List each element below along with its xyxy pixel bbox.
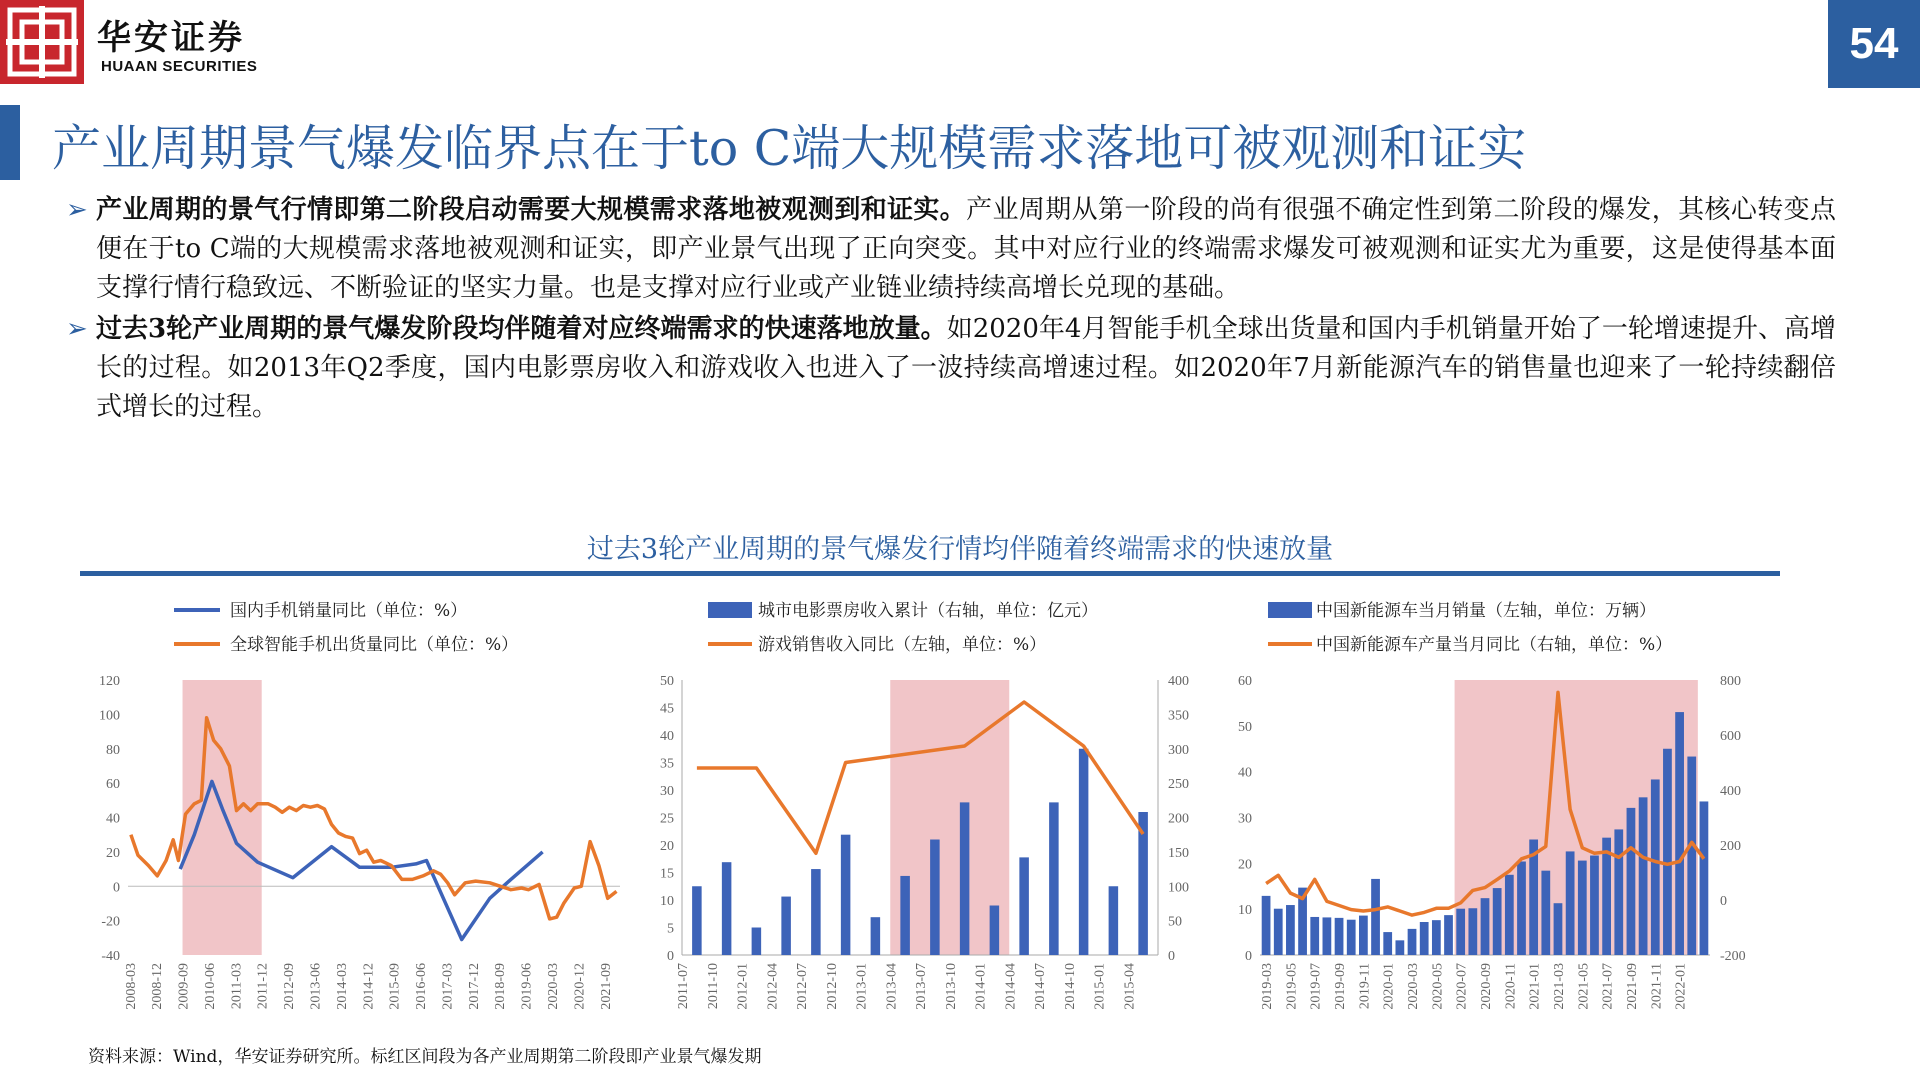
y-right-tick-label: 250: [1168, 777, 1189, 793]
y-left-tick-label: 50: [1238, 719, 1252, 735]
highlight-band: [183, 680, 262, 955]
y-right-tick-label: 200: [1720, 839, 1741, 854]
x-tick-label: 2013-01: [854, 963, 870, 1010]
y-right-tick-label: 600: [1720, 729, 1741, 744]
bullet-body: 产业周期从第一阶段的尚有很强不确定性到第二阶段的爆发，其核心转变点便在于to C端的大规模需求落地被观测和证实，即产业景气出现了正向突变。其中对应行业的终端需求爆发可被观测和证实尤为重要，这是使得基本面支撑行情行稳致远、不断验证的坚实力量。也是支撑对应行业或产业链业绩持续高增长兑现的基础。: [96, 195, 1836, 303]
legend-box-office: 城市电影票房收入累计（右轴，单位：亿元）: [758, 601, 1098, 621]
x-tick-label: 2016-06: [414, 963, 430, 1010]
x-tick-label: 2022-01: [1673, 963, 1689, 1010]
bar: [1590, 856, 1599, 955]
y-left-tick-label: 30: [1238, 811, 1252, 827]
x-tick-label: 2011-07: [676, 963, 691, 1010]
legend-swatch-nev-sales: [1268, 602, 1312, 618]
source-note: 资料来源：Wind，华安证券研究所。标红区间段为各产业周期第二阶段即产业景气爆发期: [88, 1047, 762, 1067]
y-right-tick-label: 150: [1168, 845, 1189, 861]
x-tick-label: 2020-07: [1454, 963, 1470, 1010]
bar: [1395, 940, 1404, 955]
y-right-tick-label: 400: [1720, 784, 1741, 799]
y-right-tick-label: -200: [1720, 949, 1746, 964]
bar: [1493, 888, 1502, 955]
bar: [1444, 915, 1453, 955]
y-left-tick-label: 0: [1245, 949, 1252, 964]
brand-name-cn: 华安证券: [97, 18, 245, 58]
bar: [1481, 898, 1490, 955]
x-tick-label: 2019-05: [1284, 963, 1300, 1010]
bar: [1383, 932, 1392, 955]
x-tick-label: 2014-10: [1062, 963, 1078, 1010]
chart-phone-sales: [80, 590, 640, 1030]
y-tick-label: 80: [106, 742, 120, 758]
x-tick-label: 2009-09: [176, 963, 192, 1010]
x-tick-label: 2013-06: [308, 963, 324, 1010]
bar: [1468, 908, 1477, 955]
x-tick-label: 2017-03: [440, 963, 456, 1010]
bar: [692, 886, 702, 955]
bar: [1456, 909, 1465, 955]
bar: [1627, 808, 1636, 955]
x-tick-label: 2020-01: [1381, 963, 1397, 1010]
x-tick-label: 2008-03: [123, 963, 139, 1010]
bar: [1408, 929, 1417, 955]
page-title: 产业周期景气爆发临界点在于to C端大规模需求落地可被观测和证实: [52, 120, 1527, 177]
x-tick-label: 2021-09: [598, 963, 614, 1010]
y-left-tick-label: 5: [667, 921, 674, 937]
legend-nev-sales: 中国新能源车当月销量（左轴，单位：万辆）: [1316, 601, 1656, 621]
y-left-tick-label: 30: [660, 784, 674, 799]
bar: [841, 835, 851, 955]
page-number: 54: [1828, 0, 1920, 88]
x-tick-label: 2019-03: [1260, 963, 1276, 1010]
x-tick-label: 2014-07: [1033, 963, 1048, 1010]
bar: [1602, 838, 1611, 955]
bullet-item: [66, 191, 1836, 308]
bar: [1700, 801, 1709, 955]
x-tick-label: 2015-04: [1122, 963, 1138, 1010]
bullet-lead: 产业周期的景气行情即第二阶段启动需要大规模需求落地被观测到和证实。: [96, 195, 967, 225]
x-tick-label: 2021-03: [1551, 963, 1567, 1010]
x-tick-label: 2018-09: [493, 963, 509, 1010]
bar: [1347, 920, 1356, 955]
section-title: 过去3轮产业周期的景气爆发行情均伴随着终端需求的快速放量: [586, 534, 1334, 565]
bar: [960, 802, 970, 955]
bar: [752, 928, 762, 956]
x-tick-label: 2015-09: [387, 963, 403, 1010]
y-right-tick-label: 300: [1168, 742, 1189, 758]
x-tick-label: 2012-01: [735, 963, 751, 1010]
y-tick-label: 120: [99, 674, 120, 689]
x-tick-label: 2012-09: [282, 963, 298, 1010]
bar: [930, 840, 940, 956]
y-tick-label: 40: [106, 811, 120, 827]
y-left-tick-label: 20: [660, 839, 674, 854]
x-tick-label: 2020-05: [1430, 963, 1446, 1010]
y-right-tick-label: 0: [1720, 894, 1727, 909]
x-tick-label: 2019-06: [519, 963, 535, 1010]
bar: [1663, 749, 1672, 955]
bar: [811, 869, 821, 955]
section-divider: [80, 571, 1780, 576]
x-tick-label: 2020-12: [572, 963, 588, 1010]
bar: [1335, 918, 1344, 955]
x-tick-label: 2021-09: [1624, 963, 1640, 1010]
bar: [1687, 757, 1696, 955]
y-right-tick-label: 800: [1720, 674, 1741, 689]
x-tick-label: 2020-09: [1479, 963, 1494, 1010]
bullet-item: [66, 310, 1836, 427]
bar: [1614, 829, 1623, 955]
bar: [1310, 917, 1319, 955]
x-tick-label: 2021-11: [1649, 963, 1665, 1010]
y-left-tick-label: 40: [660, 729, 674, 744]
bar: [1079, 749, 1089, 955]
bullet-lead: 过去3轮产业周期的景气爆发阶段均伴随着对应终端需求的快速落地放量。: [96, 314, 947, 344]
x-tick-label: 2014-12: [361, 963, 377, 1010]
x-tick-label: 2011-03: [229, 963, 245, 1010]
y-right-tick-label: 100: [1168, 880, 1189, 896]
x-tick-label: 2011-10: [705, 963, 721, 1010]
x-tick-label: 2014-04: [1003, 963, 1019, 1010]
x-tick-label: 2012-10: [824, 963, 840, 1010]
highlight-band: [1455, 680, 1698, 955]
x-tick-label: 2020-03: [1406, 963, 1422, 1010]
y-tick-label: -20: [101, 914, 120, 930]
x-tick-label: 2020-11: [1503, 963, 1519, 1010]
y-left-tick-label: 60: [1238, 674, 1252, 689]
y-left-tick-label: 25: [660, 811, 674, 827]
x-tick-label: 2019-11: [1357, 963, 1373, 1010]
y-right-tick-label: 0: [1168, 949, 1175, 964]
bar: [1274, 909, 1283, 955]
x-tick-label: 2013-07: [914, 963, 929, 1010]
x-tick-label: 2015-01: [1092, 963, 1108, 1010]
bar: [1286, 905, 1295, 955]
y-tick-label: 60: [106, 777, 120, 793]
y-left-tick-label: 45: [660, 701, 674, 717]
y-tick-label: 20: [106, 845, 120, 861]
bar: [1639, 797, 1648, 955]
x-tick-label: 2019-07: [1308, 963, 1324, 1010]
x-tick-label: 2021-05: [1576, 963, 1592, 1010]
y-left-tick-label: 35: [660, 756, 674, 772]
chart-box-office-games: [640, 590, 1220, 1030]
bar: [722, 862, 732, 955]
x-tick-label: 2021-07: [1600, 963, 1616, 1010]
brand-logo-icon: [0, 0, 84, 84]
chart-nev-sales: [1220, 590, 1780, 1030]
bar: [1578, 861, 1587, 955]
bar: [1554, 903, 1563, 955]
x-tick-label: 2019-09: [1333, 963, 1349, 1010]
legend-nev-output: 中国新能源车产量当月同比（右轴，单位：%）: [1316, 635, 1673, 655]
bar: [1262, 896, 1271, 955]
bullet-list: [66, 191, 1836, 427]
y-right-tick-label: 350: [1168, 708, 1189, 724]
y-tick-label: 100: [99, 708, 120, 724]
bar: [1541, 871, 1550, 955]
y-left-tick-label: 20: [1238, 857, 1252, 873]
x-tick-label: 2014-03: [334, 963, 350, 1010]
x-tick-label: 2013-10: [943, 963, 959, 1010]
bar: [1517, 862, 1526, 956]
title-accent-bar: [0, 105, 20, 180]
bar: [1019, 857, 1029, 955]
y-right-tick-label: 200: [1168, 811, 1189, 827]
y-left-tick-label: 40: [1238, 765, 1252, 781]
y-left-tick-label: 10: [660, 894, 674, 909]
legend-domestic-phone: 国内手机销量同比（单位：%）: [230, 601, 468, 621]
x-tick-label: 2011-12: [255, 963, 271, 1010]
legend-game-sales: 游戏销售收入同比（左轴，单位：%）: [758, 635, 1047, 655]
bar: [1432, 920, 1441, 955]
y-left-tick-label: 0: [667, 949, 674, 964]
y-left-tick-label: 15: [660, 866, 674, 882]
x-tick-label: 2013-04: [884, 963, 900, 1010]
bar: [1651, 779, 1660, 955]
bar: [1109, 886, 1119, 955]
bar: [781, 897, 791, 955]
x-tick-label: 2014-01: [973, 963, 989, 1010]
y-tick-label: 0: [113, 880, 120, 896]
x-tick-label: 2017-12: [466, 963, 482, 1010]
bar: [1675, 712, 1684, 955]
bar: [1420, 922, 1429, 955]
x-tick-label: 2021-01: [1527, 963, 1543, 1010]
y-tick-label: -40: [101, 949, 120, 964]
bullet-body: 如2020年4月智能手机全球出货量和国内手机销量开始了一轮增速提升、高增长的过程。如2013年Q2季度，国内电影票房收入和游戏收入也进入了一波持续高增速过程。如2020年7月新能源汽车的销售量也迎来了一轮持续翻倍式增长的过程。: [96, 314, 1836, 422]
bar: [1505, 875, 1514, 955]
bar: [1359, 916, 1368, 955]
bar: [1323, 917, 1332, 955]
brand-name-en: HUAAN SECURITIES: [101, 58, 258, 75]
bar: [871, 917, 881, 955]
bullet-arrow-icon: ➢: [66, 195, 88, 225]
bullet-arrow-icon: ➢: [66, 314, 88, 344]
x-tick-label: 2012-04: [765, 963, 781, 1010]
bar: [1049, 802, 1059, 955]
x-tick-label: 2008-12: [150, 963, 166, 1010]
y-right-tick-label: 400: [1168, 674, 1189, 689]
x-tick-label: 2020-03: [545, 963, 561, 1010]
bar: [1566, 851, 1575, 955]
x-tick-label: 2010-06: [202, 963, 218, 1010]
x-tick-label: 2012-07: [795, 963, 810, 1010]
bar: [1371, 879, 1380, 955]
bar: [900, 876, 910, 955]
y-left-tick-label: 50: [660, 674, 674, 689]
bar: [990, 906, 1000, 956]
y-right-tick-label: 50: [1168, 914, 1182, 930]
y-left-tick-label: 10: [1238, 903, 1252, 919]
legend-swatch-box-office: [708, 602, 752, 618]
legend-global-smartphone: 全球智能手机出货量同比（单位：%）: [230, 635, 519, 655]
